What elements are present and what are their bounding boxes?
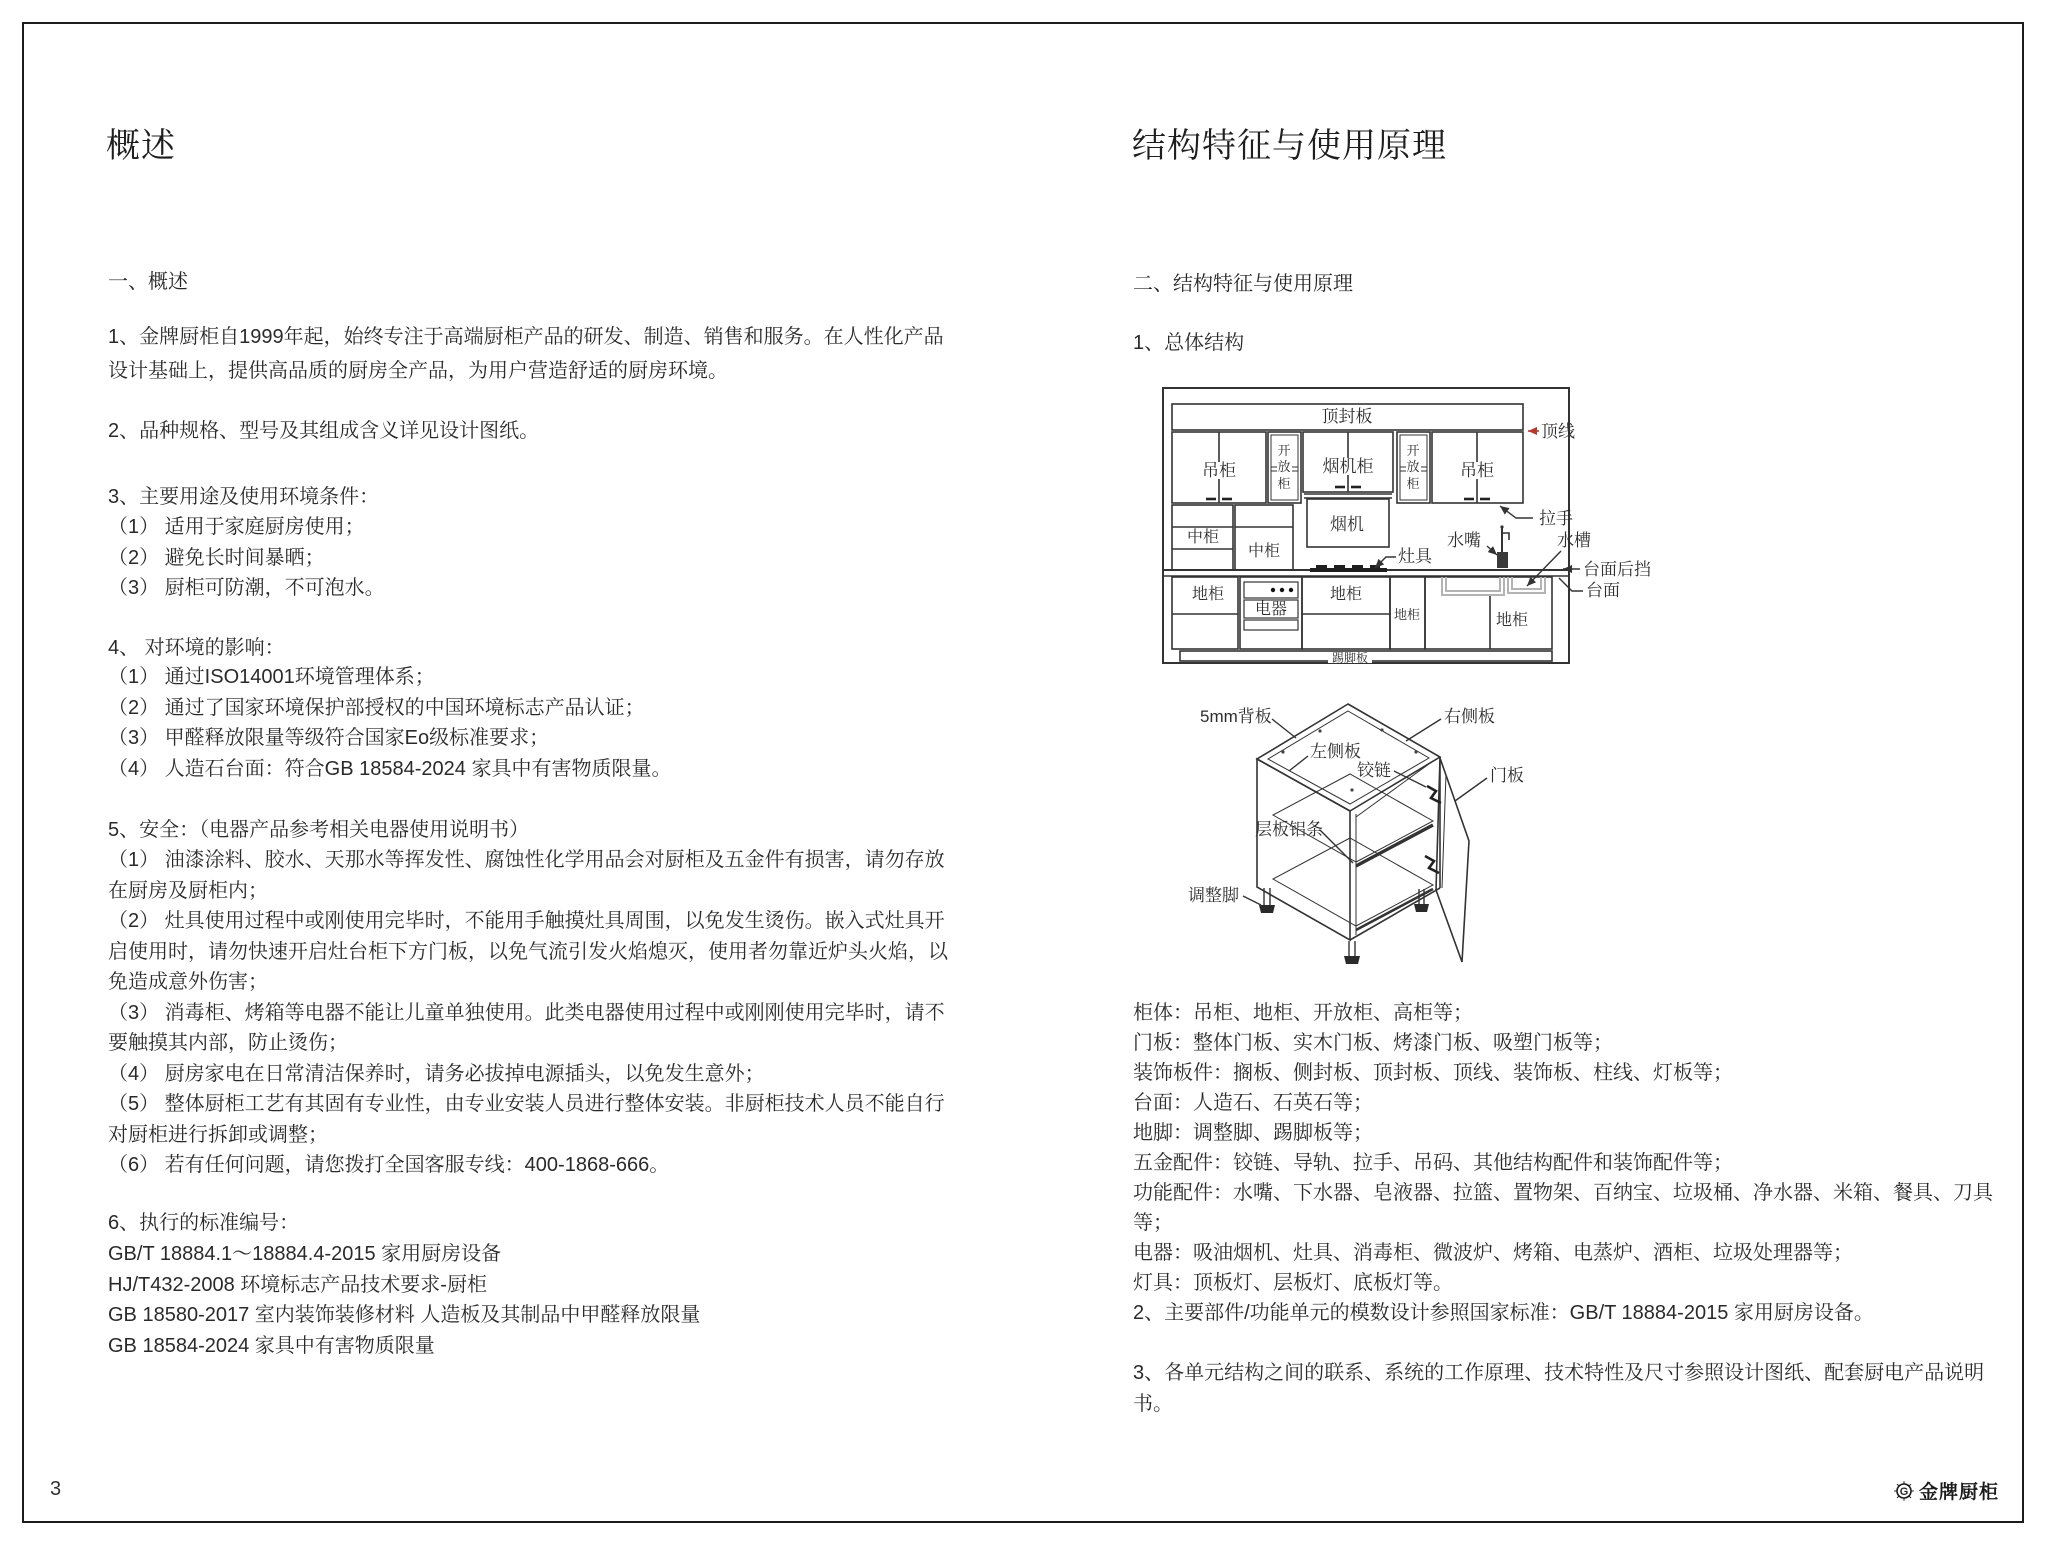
left-page-title: 概述 bbox=[106, 127, 176, 165]
section-3-list bbox=[108, 512, 956, 604]
standard-line: GB 18580-2017 室内装饰装修材料 人造板及其制品中甲醛释放限量 bbox=[108, 1304, 701, 1326]
open-cabinet-char: 放 bbox=[1277, 459, 1291, 474]
paragraph-intro: 1、金牌厨柜自1999年起，始终专注于高端厨柜产品的研发、制造、销售和服务。在人性化产品设计基础上，提供高品质的厨房全产品，为用户营造舒适的厨房环境。 bbox=[108, 326, 944, 382]
label-hood: 烟机 bbox=[1330, 515, 1364, 534]
label-top-seal-board: 顶封板 bbox=[1321, 407, 1373, 426]
label-mid-cabinet-right: 中柜 bbox=[1247, 543, 1281, 560]
list-item: （1） 油漆涂料、胶水、天那水等挥发性、腐蚀性化学用品会对厨柜及五金件有损害，请勿存放在厨房及厨柜内； bbox=[108, 849, 945, 902]
label-wall-cabinet-right: 吊柜 bbox=[1460, 461, 1494, 480]
page-number: 3 bbox=[50, 1478, 62, 1500]
components-list bbox=[1133, 998, 1993, 1298]
right-page-title: 结构特征与使用原理 bbox=[1132, 127, 1447, 165]
label-base-cabinet-1: 地柜 bbox=[1191, 586, 1225, 603]
list-item: （3） 消毒柜、烤箱等电器不能让儿童单独使用。此类电器使用过程中或刚刚使用完毕时，请不要触摸其内部，防止烫伤； bbox=[108, 1001, 945, 1054]
component-line: 五金配件：铰链、导轨、拉手、吊码、其他结构配件和装饰配件等； bbox=[1133, 1152, 1733, 1174]
label-faucet: 水嘴 bbox=[1447, 531, 1481, 550]
standard-line: GB/T 18884.1～18884.4-2015 家用厨房设备 bbox=[108, 1243, 502, 1265]
shelf-alu-strip-edge bbox=[1356, 825, 1433, 866]
base-cabinet-sink-box bbox=[1425, 577, 1552, 649]
top-line-pointer bbox=[1528, 422, 1575, 441]
bottom-board-plane bbox=[1273, 838, 1433, 926]
open-cabinet-char: 放 bbox=[1406, 459, 1420, 474]
section-4-list bbox=[108, 662, 956, 784]
label-wall-cabinet-left: 吊柜 bbox=[1202, 461, 1236, 480]
label-mid-cabinet-left: 中柜 bbox=[1186, 529, 1220, 546]
adjustable-feet bbox=[1259, 888, 1429, 964]
section-3-heading: 3、主要用途及使用环境条件： bbox=[108, 486, 380, 508]
component-line: 灯具：顶板灯、层板灯、底板灯等。 bbox=[1133, 1272, 1453, 1294]
kitchen-elevation-diagram bbox=[1150, 380, 1662, 680]
section-5-heading: 5、安全：（电器产品参考相关电器使用说明书） bbox=[108, 819, 530, 841]
sub-heading-structure: 1、总体结构 bbox=[1133, 332, 1245, 354]
label-handle: 拉手 bbox=[1539, 509, 1573, 528]
list-item: （2） 避免长时间暴晒； bbox=[108, 546, 325, 569]
label-cooktop: 灶具 bbox=[1398, 547, 1432, 566]
section-5-list bbox=[108, 845, 956, 1181]
label-left-side-panel: 左侧板 bbox=[1310, 742, 1361, 761]
label-kick-board: 踢脚板 bbox=[1331, 651, 1369, 665]
open-cabinet-char: 开 bbox=[1406, 443, 1420, 458]
component-line: 台面：人造石、石英石等； bbox=[1133, 1092, 1373, 1114]
list-item: （6） 若有任何问题，请您拨打全国客服专线：400-1868-666。 bbox=[108, 1154, 670, 1176]
label-base-cabinet-2: 地柜 bbox=[1329, 586, 1363, 603]
list-item: （4） 厨房家电在日常清洁保养时，请务必拔掉电源插头，以免发生意外； bbox=[108, 1062, 765, 1085]
open-cabinet-char: 开 bbox=[1277, 443, 1291, 458]
paragraph-unit-relations: 3、各单元结构之间的联系、系统的工作原理、技术特性及尺寸参照设计图纸、配套厨电产品说明书。 bbox=[1133, 1362, 1985, 1415]
list-item: （3） 甲醛释放限量等级符合国家Eo级标准要求； bbox=[108, 727, 550, 749]
sink-drawing bbox=[1442, 577, 1545, 595]
label-hood-cabinet: 烟机柜 bbox=[1322, 457, 1374, 476]
open-cabinet-char: 柜 bbox=[1277, 476, 1291, 491]
section-6-heading: 6、执行的标准编号： bbox=[108, 1212, 300, 1234]
label-open-cabinet-right bbox=[1406, 443, 1419, 491]
label-door-panel: 门板 bbox=[1490, 766, 1524, 785]
list-item: （2） 灶具使用过程中或刚使用完毕时，不能用手触摸灶具周围，以免发生烫伤。嵌入式灶具开启使用时，请勿快速开启灶台柜下方门板，以免气流引发火焰熄灭，使用者勿靠近炉头火焰，以免造成意外伤害； bbox=[108, 910, 948, 993]
list-item: （2） 通过了国家环境保护部授权的中国环境标志产品认证； bbox=[108, 696, 645, 719]
label-adjustable-foot: 调整脚 bbox=[1188, 886, 1239, 905]
label-counter-backsplash: 台面后挡 bbox=[1583, 560, 1651, 579]
label-countertop: 台面 bbox=[1586, 581, 1620, 600]
cooktop-drawing bbox=[1310, 565, 1387, 572]
paragraph-modular-design: 2、主要部件/功能单元的模数设计参照国家标准：GB/T 18884-2015 家用厨房设备。 bbox=[1133, 1302, 1874, 1324]
standard-line: GB 18584-2024 家具中有害物质限量 bbox=[108, 1334, 435, 1357]
list-item: （1） 通过ISO14001环境管理体系； bbox=[108, 666, 435, 688]
label-right-side-panel: 右侧板 bbox=[1444, 707, 1495, 726]
component-line: 功能配件：水嘴、下水器、皂液器、拉篮、置物架、百纳宝、垃圾桶、净水器、米箱、餐具、刀具等； bbox=[1133, 1182, 1993, 1234]
component-line: 门板：整体门板、实木门板、烤漆门板、吸塑门板等； bbox=[1133, 1032, 1613, 1054]
list-item: （3） 厨柜可防潮，不可泡水。 bbox=[108, 577, 385, 599]
right-section-heading: 二、结构特征与使用原理 bbox=[1133, 273, 1353, 295]
label-base-cabinet-sink: 地柜 bbox=[1495, 612, 1529, 629]
component-line: 地脚：调整脚、踢脚板等； bbox=[1133, 1122, 1373, 1144]
label-back-panel: 5mm背板 bbox=[1200, 707, 1272, 726]
label-appliance: 电器 bbox=[1254, 601, 1288, 618]
shelf-plane bbox=[1273, 774, 1433, 862]
label-sink: 水槽 bbox=[1557, 531, 1591, 550]
list-item: （5） 整体厨柜工艺有其固有专业性，由专业安装人员进行整体安装。非厨柜技术人员不能自行对厨柜进行拆卸或调整； bbox=[108, 1093, 945, 1146]
list-item: （1） 适用于家庭厨房使用； bbox=[108, 516, 365, 538]
list-item: （4） 人造石台面：符合GB 18584-2024 家具中有害物质限量。 bbox=[108, 757, 672, 780]
mid-cabinet-right-box bbox=[1235, 505, 1293, 570]
label-top-line: 顶线 bbox=[1541, 422, 1575, 441]
door-panel-face bbox=[1436, 758, 1469, 962]
brand-logo bbox=[1893, 1477, 1999, 1504]
brand-g-icon bbox=[1893, 1480, 1915, 1502]
standard-line: HJ/T432-2008 环境标志产品技术要求-厨柜 bbox=[108, 1273, 487, 1296]
standards-list bbox=[108, 1239, 956, 1361]
label-shelf-alu-strip: 层板铝条 bbox=[1255, 820, 1323, 839]
section-4-heading: 4、 对环境的影响： bbox=[108, 637, 285, 659]
left-section-heading: 一、概述 bbox=[108, 271, 188, 293]
brand-name: 金牌厨柜 bbox=[1919, 1482, 2000, 1503]
component-line: 电器：吸油烟机、灶具、消毒柜、微波炉、烤箱、电蒸炉、酒柜、垃圾处理器等； bbox=[1133, 1242, 1853, 1264]
label-hinge: 铰链 bbox=[1357, 761, 1391, 780]
component-line: 柜体：吊柜、地柜、开放柜、高柜等； bbox=[1133, 1002, 1473, 1024]
brand-g-letter: G bbox=[1899, 1485, 1909, 1498]
faucet-drawing bbox=[1497, 525, 1509, 568]
open-cabinet-char: 柜 bbox=[1406, 476, 1420, 491]
elevation-labels bbox=[1187, 407, 1651, 665]
cabinet-isometric-diagram bbox=[1185, 695, 1685, 1015]
label-open-cabinet-left bbox=[1277, 443, 1290, 491]
label-base-cabinet-3: 地柜 bbox=[1393, 607, 1421, 622]
component-line: 装饰板件：搁板、侧封板、顶封板、顶线、装饰板、柱线、灯板等； bbox=[1133, 1062, 1733, 1084]
paragraph-specs: 2、品种规格、型号及其组成含义详见设计图纸。 bbox=[108, 420, 540, 442]
appliance-knobs bbox=[1271, 588, 1293, 592]
